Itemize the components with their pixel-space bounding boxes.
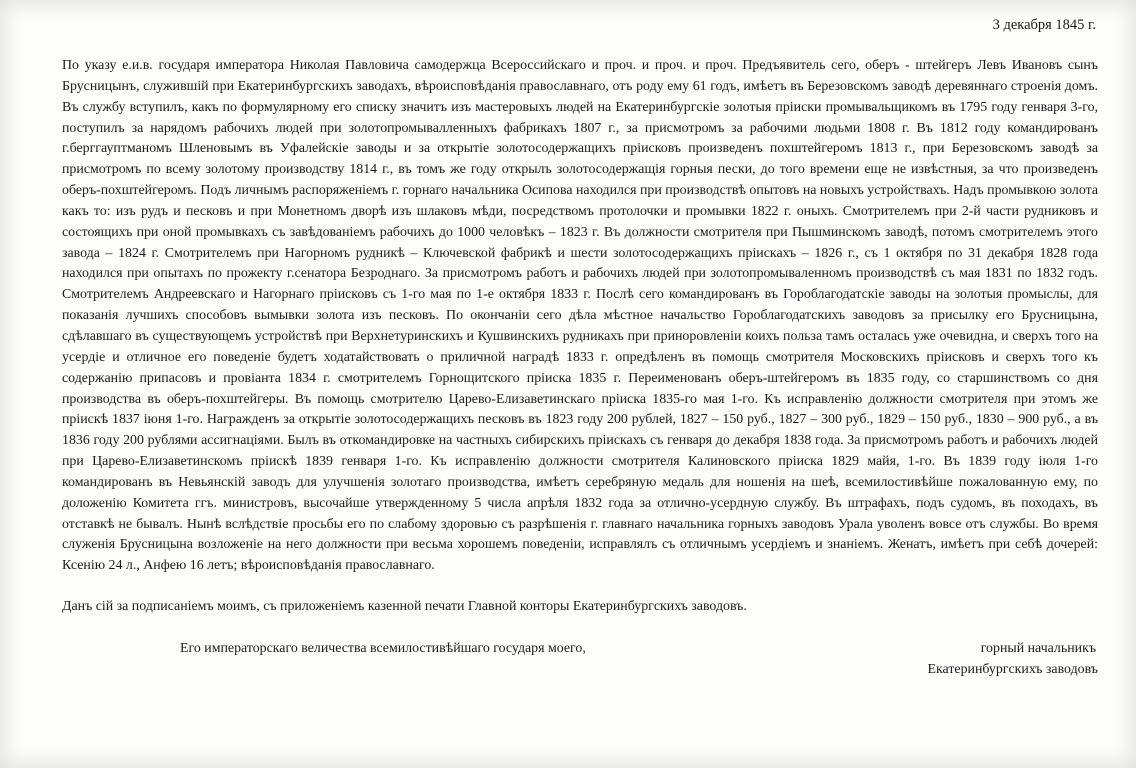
document-body: По указу е.и.в. государя императора Николая Павловича самодержца Всероссийскаго и проч. и проч. и проч. Предъявитель сего, оберъ - штейгеръ Левъ Ивановъ сынъ Брусницынъ, служившiй при Екатеринбургскихъ заводахъ, вѣроисповѣданiя православнаго, отъ роду ему 61 годъ, имѣетъ въ Березовскомъ заводѣ деревяннаго строенiя домъ. Въ службу вступилъ, какъ по формулярному его списку значитъ изъ мастеровыхъ людей на Екатеринбургскiе золотыя прiиски промывальщикомъ въ 1795 году генваря 3-го, поступилъ за нарядомъ рабочихъ людей при золотопромывалленныхъ фабрикахъ 1807 г., за присмотромъ за рабочими людьми 1808 г. Въ 1812 году командированъ г.берггауптманомъ Шленовымъ въ Уфалейскiе заводы и за открытiе золотосодержащихъ прiисковъ произведенъ похштейгеромъ 1813 г., при Березовскомъ заводѣ за присмотромъ по всему золотому производству 1814 г., въ томъ же году открылъ золотосодержащiя горныя пески, до того времени еще не извѣстныя, за что произведенъ оберъ-похштейгеромъ. Подъ личнымъ распоряженiемъ г. горнаго начальника Осипова находился при производствѣ опытовъ на новыхъ устройствахъ. Надъ промывкою золота какъ то: изъ рудъ и песковъ и при Монетномъ дворѣ изъ шлаковъ мѣди, посредствомъ протолочки и промывки 1822 г. оныхъ. Смотрителемъ при 2-й части рудниковъ и состоящихъ при оной промывкахъ съ завѣдованiемъ рабочихъ до 1000 человѣкъ – 1823 г. Въ должности смотрителя при Пышминскомъ заводѣ, потомъ смотрителемъ этого завода – 1824 г. Смотрителемъ при Нагорномъ рудникѣ – Ключевской фабрикѣ и шести золотосодержащихъ прiискахъ – 1826 г., съ 1 октября по 31 декабря 1828 года находился при опытахъ по прожекту г.сенатора Безроднаго. За присмотромъ работъ и рабочихъ людей при золотопромываленномъ производствѣ съ мая 1831 по 1832 годъ. Смотрителемъ Андреевскаго и Нагорнаго прiисковъ съ 1-го мая по 1-е октября 1833 г. Послѣ сего командированъ въ Гороблагодатскiе заводы на золотыя промыслы, для показанiя лучшихъ способовъ вымывки золота изъ песковъ. По окончанiи сего дѣла мѣстное начальство Гороблагодатскихъ заводовъ за присылку его Брусницына, сдѣлавшаго въ существующемъ устройствѣ при Верхнетуринскихъ и Кушвинскихъ рудникахъ при приноровленiи коихъ польза тамъ осталась уже очевидна, и сверхъ того на усердiе и отличное его поведенiе будетъ ходатайствовать о приличной наградѣ 1833 г. опредѣленъ въ помощь смотрителя Московскихъ прiисковъ и сверхъ того къ содержанiю припасовъ и провiанта 1834 г. смотрителемъ Горнощитского прiиска 1835 г. Переименованъ оберъ-штейгеромъ въ 1835 году, со старшинствомъ со дня производства въ оберъ-похштейгеры. Въ помощь смотрителю Царево-Елизаветинскаго прiиска 1835-го мая 1-го. Къ исправленiю должности смотрителя при этомъ же прiискѣ 1837 iюня 1-го. Награжденъ за открытiе золотосодержащихъ песковъ въ 1823 году 200 рублей, 1827 – 150 руб., 1827 – 300 руб., 1829 – 150 руб., 1830 – 900 руб., а въ 1836 году 200 рублями ассигнацiями. Былъ въ откомандировке на частныхъ сибирскихъ прiискахъ съ генваря до декабря 1838 года. За присмотромъ работъ и рабочихъ людей при Царево-Елизаветинскомъ прiискѣ 1839 генваря 1-го. Къ исправленiю должности смотрителя Калиновского прiиска 1829 майя, 1-го. Въ 1839 году iюля 1-го командированъ въ Невьянскiй заводъ для улучшенiя золотаго производства, имѣетъ серебряную медаль для ношенiя на шеѣ, всемилостивѣйше пожалованную ему, по доложенiю Комитета ггъ. министровъ, высочайше утвержденному 5 числа апрѣля 1832 года за отлично-усердную службу. Въ штрафахъ, подъ судомъ, въ походахъ, въ отставкѣ не бывалъ. Нынѣ вслѣдствiе просьбы его по слабому здоровью съ разрѣшенiя г. главнаго начальника горныхъ заводовъ Урала уволенъ вовсе отъ службы. Во время служенiя Брусницына возложенiе на него должности при весьма хорошемъ поведенiи, исправлялъ съ отличнымъ усердiемъ и знанiемъ. Женатъ, имѣетъ при себѣ дочерей: Ксенiю 24 л., Анфею 16 летъ; вѣроисповѣданiя православнаго.	[62, 58, 1099, 574]
signature-right	[928, 638, 1099, 680]
signature-block	[62, 638, 1098, 682]
signature-left: Его императорскаго величества всемилостивѣйшаго государя моего,	[180, 641, 586, 657]
document-closing: Данъ сiй за подписанiемъ моимъ, съ приложенiемъ казенной печати Главной конторы Екатеринбургскихъ заводовъ.	[62, 599, 747, 615]
signature-title: горный начальникъ	[980, 641, 1096, 657]
document-date: 3 декабря 1845 г.	[992, 17, 1096, 33]
signature-organization: Екатеринбургскихъ заводовъ	[927, 662, 1098, 678]
